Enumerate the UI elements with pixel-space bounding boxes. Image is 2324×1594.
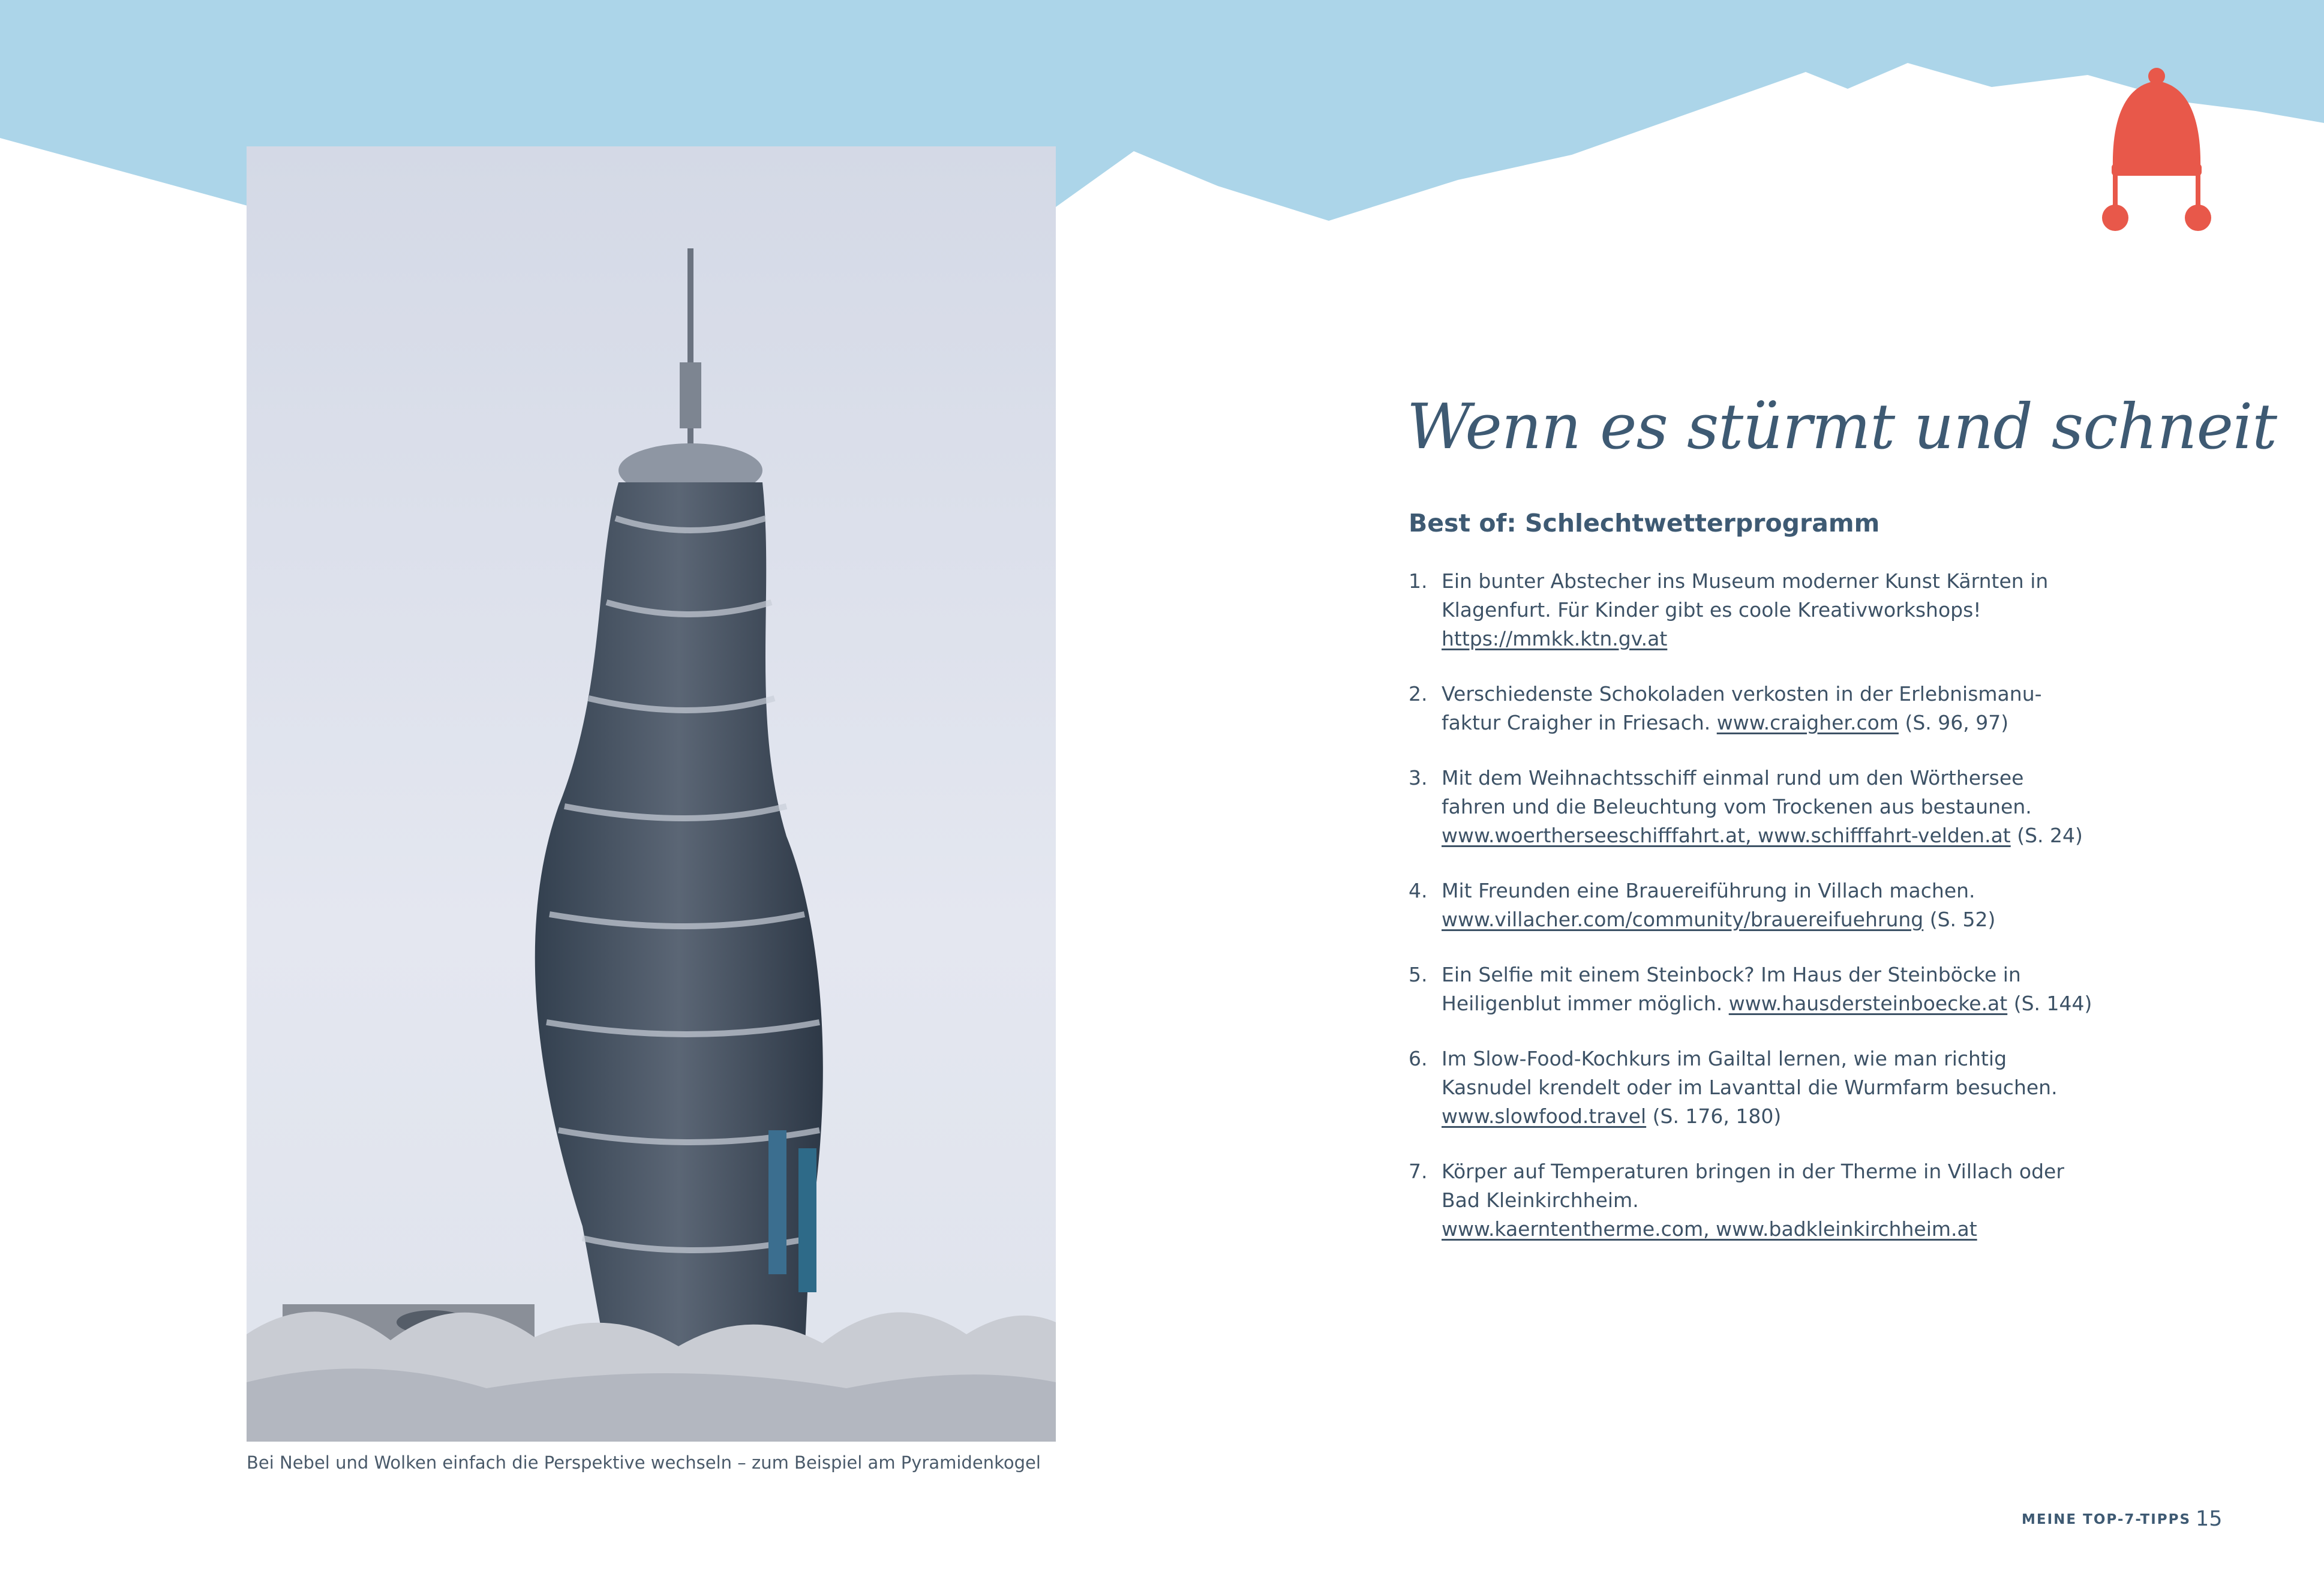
link[interactable]: www.hausdersteinboecke.at <box>1728 992 2008 1015</box>
list-item-number: 2. <box>1409 682 1428 706</box>
page-number: 15 <box>2196 1507 2223 1531</box>
link[interactable]: www.kaerntentherme.com, www.badkleinkirchheim.at <box>1442 1217 1977 1241</box>
list-item-number: 4. <box>1409 879 1428 902</box>
list-item-text: Heiligenblut immer möglich. <box>1442 992 1729 1015</box>
list-item <box>1409 1044 2128 1131</box>
list-item-text: Mit Freunden eine Brauereiführung in Villach machen. <box>1442 879 1975 902</box>
list-item-text: Im Slow-Food-Kochkurs im Gailtal lernen, wie man richtig <box>1442 1047 2007 1070</box>
list-item-text: Bad Kleinkirchheim. <box>1442 1188 1639 1212</box>
list-item-number: 7. <box>1409 1160 1428 1183</box>
section-subtitle: Best of: Schlechtwetterprogramm <box>1409 509 1880 538</box>
link[interactable]: www.craigher.com <box>1716 711 1899 734</box>
list-item-text: fahren und die Beleuchtung vom Trockenen aus bestaunen. <box>1442 795 2032 818</box>
page-title: Wenn es stürmt und schneit <box>1407 390 2277 463</box>
link[interactable]: www.villacher.com/community/brauereifuehrung <box>1442 908 1924 931</box>
list-item-text: Körper auf Temperaturen bringen in der Therme in Villach oder <box>1442 1160 2064 1183</box>
tips-list <box>1409 567 2128 1270</box>
list-item-text: Ein Selfie mit einem Steinbock? Im Haus der Steinböcke in <box>1442 963 2021 986</box>
list-item-number: 3. <box>1409 766 1428 790</box>
page-reference: (S. 52) <box>1923 908 1996 931</box>
list-item <box>1409 567 2128 653</box>
page-reference: (S. 24) <box>2010 824 2083 847</box>
list-item <box>1409 876 2128 934</box>
list-item <box>1409 960 2128 1018</box>
list-item <box>1409 1157 2128 1244</box>
list-item-text: faktur Craigher in Friesach. <box>1442 711 1717 734</box>
page-reference: (S. 96, 97) <box>1898 711 2009 734</box>
list-item <box>1409 764 2128 850</box>
link[interactable]: https://mmkk.ktn.gv.at <box>1442 627 1668 650</box>
list-item-text: Ein bunter Abstecher ins Museum moderner Kunst Kärnten in <box>1442 569 2049 593</box>
list-item-text: Kasnudel krendelt oder im Lavanttal die Wurmfarm besuchen. <box>1442 1076 2058 1099</box>
link[interactable]: www.woertherseeschifffahrt.at, www.schifffahrt-velden.at <box>1442 824 2011 847</box>
list-item-text: Mit dem Weihnachtsschiff einmal rund um den Wörthersee <box>1442 766 2024 790</box>
list-item-number: 6. <box>1409 1047 1428 1070</box>
winter-hat-icon <box>2094 63 2220 243</box>
list-item-text: Klagenfurt. Für Kinder gibt es coole Kreativworkshops! <box>1442 598 1981 622</box>
observation-tower-photo <box>247 146 1056 1442</box>
list-item-number: 1. <box>1409 569 1428 593</box>
link[interactable]: www.slowfood.travel <box>1442 1104 1647 1128</box>
page-reference: (S. 176, 180) <box>1646 1104 1782 1128</box>
list-item <box>1409 680 2128 737</box>
page-reference: (S. 144) <box>2007 992 2092 1015</box>
list-item-text: Verschiedenste Schokoladen verkosten in der Erlebnismanu- <box>1442 682 2042 706</box>
photo-caption: Bei Nebel und Wolken einfach die Perspektive wechseln – zum Beispiel am Pyramidenkogel <box>247 1452 1041 1473</box>
list-item-number: 5. <box>1409 963 1428 986</box>
footer-section-label: MEINE TOP-7-TIPPS <box>2022 1512 2191 1527</box>
